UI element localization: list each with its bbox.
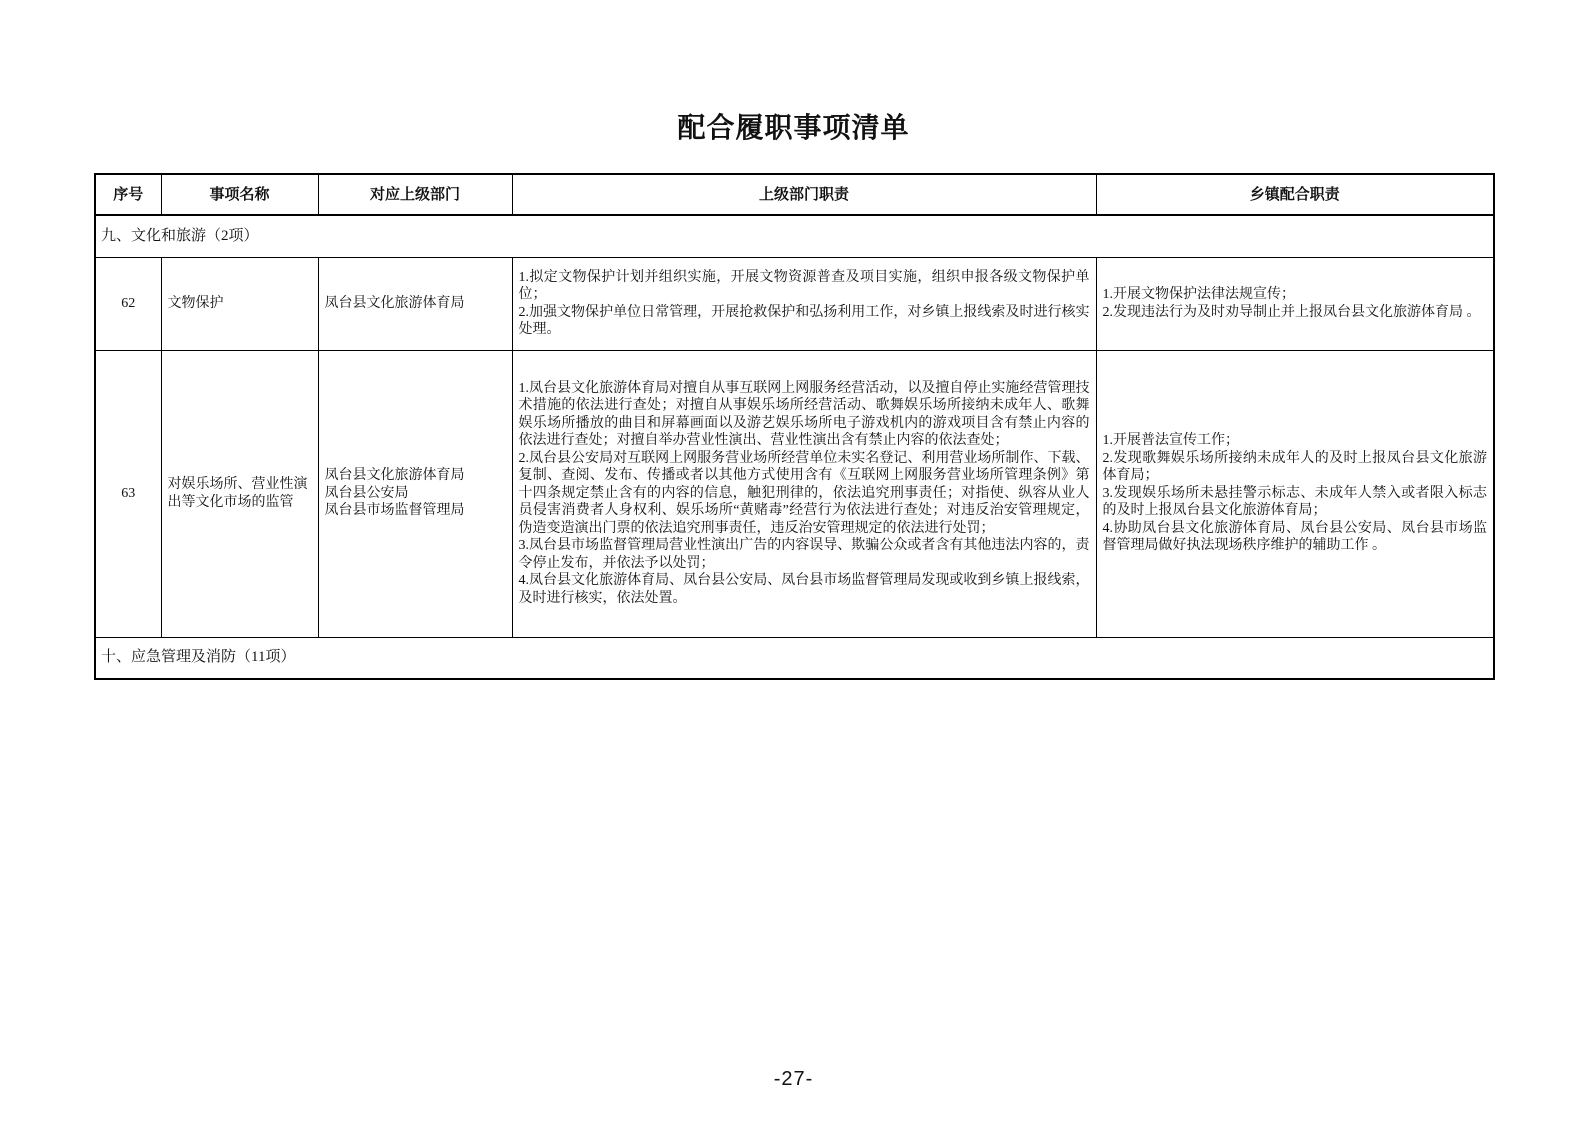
- duty-line: 3.发现娱乐场所未悬挂警示标志、未成年人禁入或者限入标志的及时上报凤台县文化旅游体育局；: [1102, 485, 1487, 519]
- cell-superior-duties: [512, 350, 1096, 637]
- duty-line: 1.凤台县文化旅游体育局对擅自从事互联网上网服务经营活动，以及擅自停止实施经营管理技术措施的依法进行查处；对擅自从事娱乐场所经营活动、歌舞娱乐场所接纳未成年人、歌舞娱乐场所播放的曲目和屏幕画面以及游艺娱乐场所电子游戏机内的游戏项目含有禁止内容的依法进行查处；对擅自举办营业性演出、营业性演出含有禁止内容的依法查处；: [518, 380, 1090, 449]
- column-header-township-duties: 乡镇配合职责: [1096, 174, 1494, 215]
- duty-line: 1.开展普法宣传工作；: [1102, 433, 1239, 449]
- section-label: 十、应急管理及消防（11项）: [95, 637, 1494, 679]
- duty-line: 2.加强文物保护单位日常管理，开展抢救保护和弘扬利用工作，对乡镇上报线索及时进行核实处理。: [518, 304, 1090, 337]
- duty-line: 4.协助凤台县文化旅游体育局、凤台县公安局、凤台县市场监督管理局做好执法现场秩序维护的辅助工作 。: [1102, 520, 1487, 554]
- page-title: 配合履职事项清单: [677, 113, 910, 144]
- duty-line: 1.开展文物保护法律法规宣传；: [1102, 287, 1295, 302]
- page-number: -27-: [773, 1068, 814, 1090]
- section-row-emergency-fire: [95, 637, 1494, 679]
- department-line: 凤台县文化旅游体育局: [324, 295, 465, 311]
- section-row-culture-tourism: [95, 215, 1494, 257]
- duty-line: 2.发现歌舞娱乐场所接纳未成年人的及时上报凤台县文化旅游体育局；: [1102, 450, 1487, 484]
- cell-item-name: 对娱乐场所、营业性演出等文化市场的监管: [161, 350, 318, 637]
- duty-line: 2.发现违法行为及时劝导制止并上报凤台县文化旅游体育局 。: [1102, 304, 1481, 320]
- table-row: [95, 257, 1494, 350]
- cell-superior-department: [318, 350, 512, 637]
- duty-line: 1.拟定文物保护计划并组织实施，开展文物资源普查及项目实施，组织申报各级文物保护单位；: [518, 269, 1090, 302]
- cooperation-duties-table: [94, 173, 1495, 680]
- cell-township-duties: [1096, 350, 1494, 637]
- department-line: 凤台县文化旅游体育局: [324, 468, 465, 484]
- cell-item-name: 文物保护: [161, 257, 318, 350]
- cell-serial-number: 63: [95, 350, 161, 637]
- cell-superior-department: [318, 257, 512, 350]
- section-label: 九、文化和旅游（2项）: [95, 215, 1494, 257]
- cell-township-duties: [1096, 257, 1494, 350]
- duty-line: 2.凤台县公安局对互联网上网服务营业场所经营单位未实名登记、利用营业场所制作、下载、复制、查阅、发布、传播或者以其他方式使用含有《互联网上网服务营业场所管理条例》第十四条规定禁止含有的内容的信息，触犯刑律的，依法追究刑事责任；对指使、纵容从业人员侵害消费者人身权利、娱乐场所“黄赌毒”经营行为依法进行查处；对违反治安管理规定，伪造变造演出门票的依法追究刑事责任，违反治安管理规定的依法进行处罚；: [518, 450, 1090, 536]
- table-row: [95, 350, 1494, 637]
- duty-line: 4.凤台县文化旅游体育局、凤台县公安局、凤台县市场监督管理局发现或收到乡镇上报线索，及时进行核实，依法处置。: [518, 573, 1090, 606]
- cell-serial-number: 62: [95, 257, 161, 350]
- department-line: 凤台县公安局: [324, 485, 409, 501]
- column-header-superior-department: 对应上级部门: [318, 174, 512, 215]
- column-header-serial: 序号: [95, 174, 161, 215]
- department-line: 凤台县市场监督管理局: [324, 503, 465, 519]
- column-header-superior-duties: 上级部门职责: [512, 174, 1096, 215]
- cell-superior-duties: [512, 257, 1096, 350]
- duty-line: 3.凤台县市场监督管理局营业性演出广告的内容误导、欺骗公众或者含有其他违法内容的，责令停止发布，并依法予以处罚；: [518, 538, 1090, 571]
- column-header-item-name: 事项名称: [161, 174, 318, 215]
- table-header-row: [95, 174, 1494, 215]
